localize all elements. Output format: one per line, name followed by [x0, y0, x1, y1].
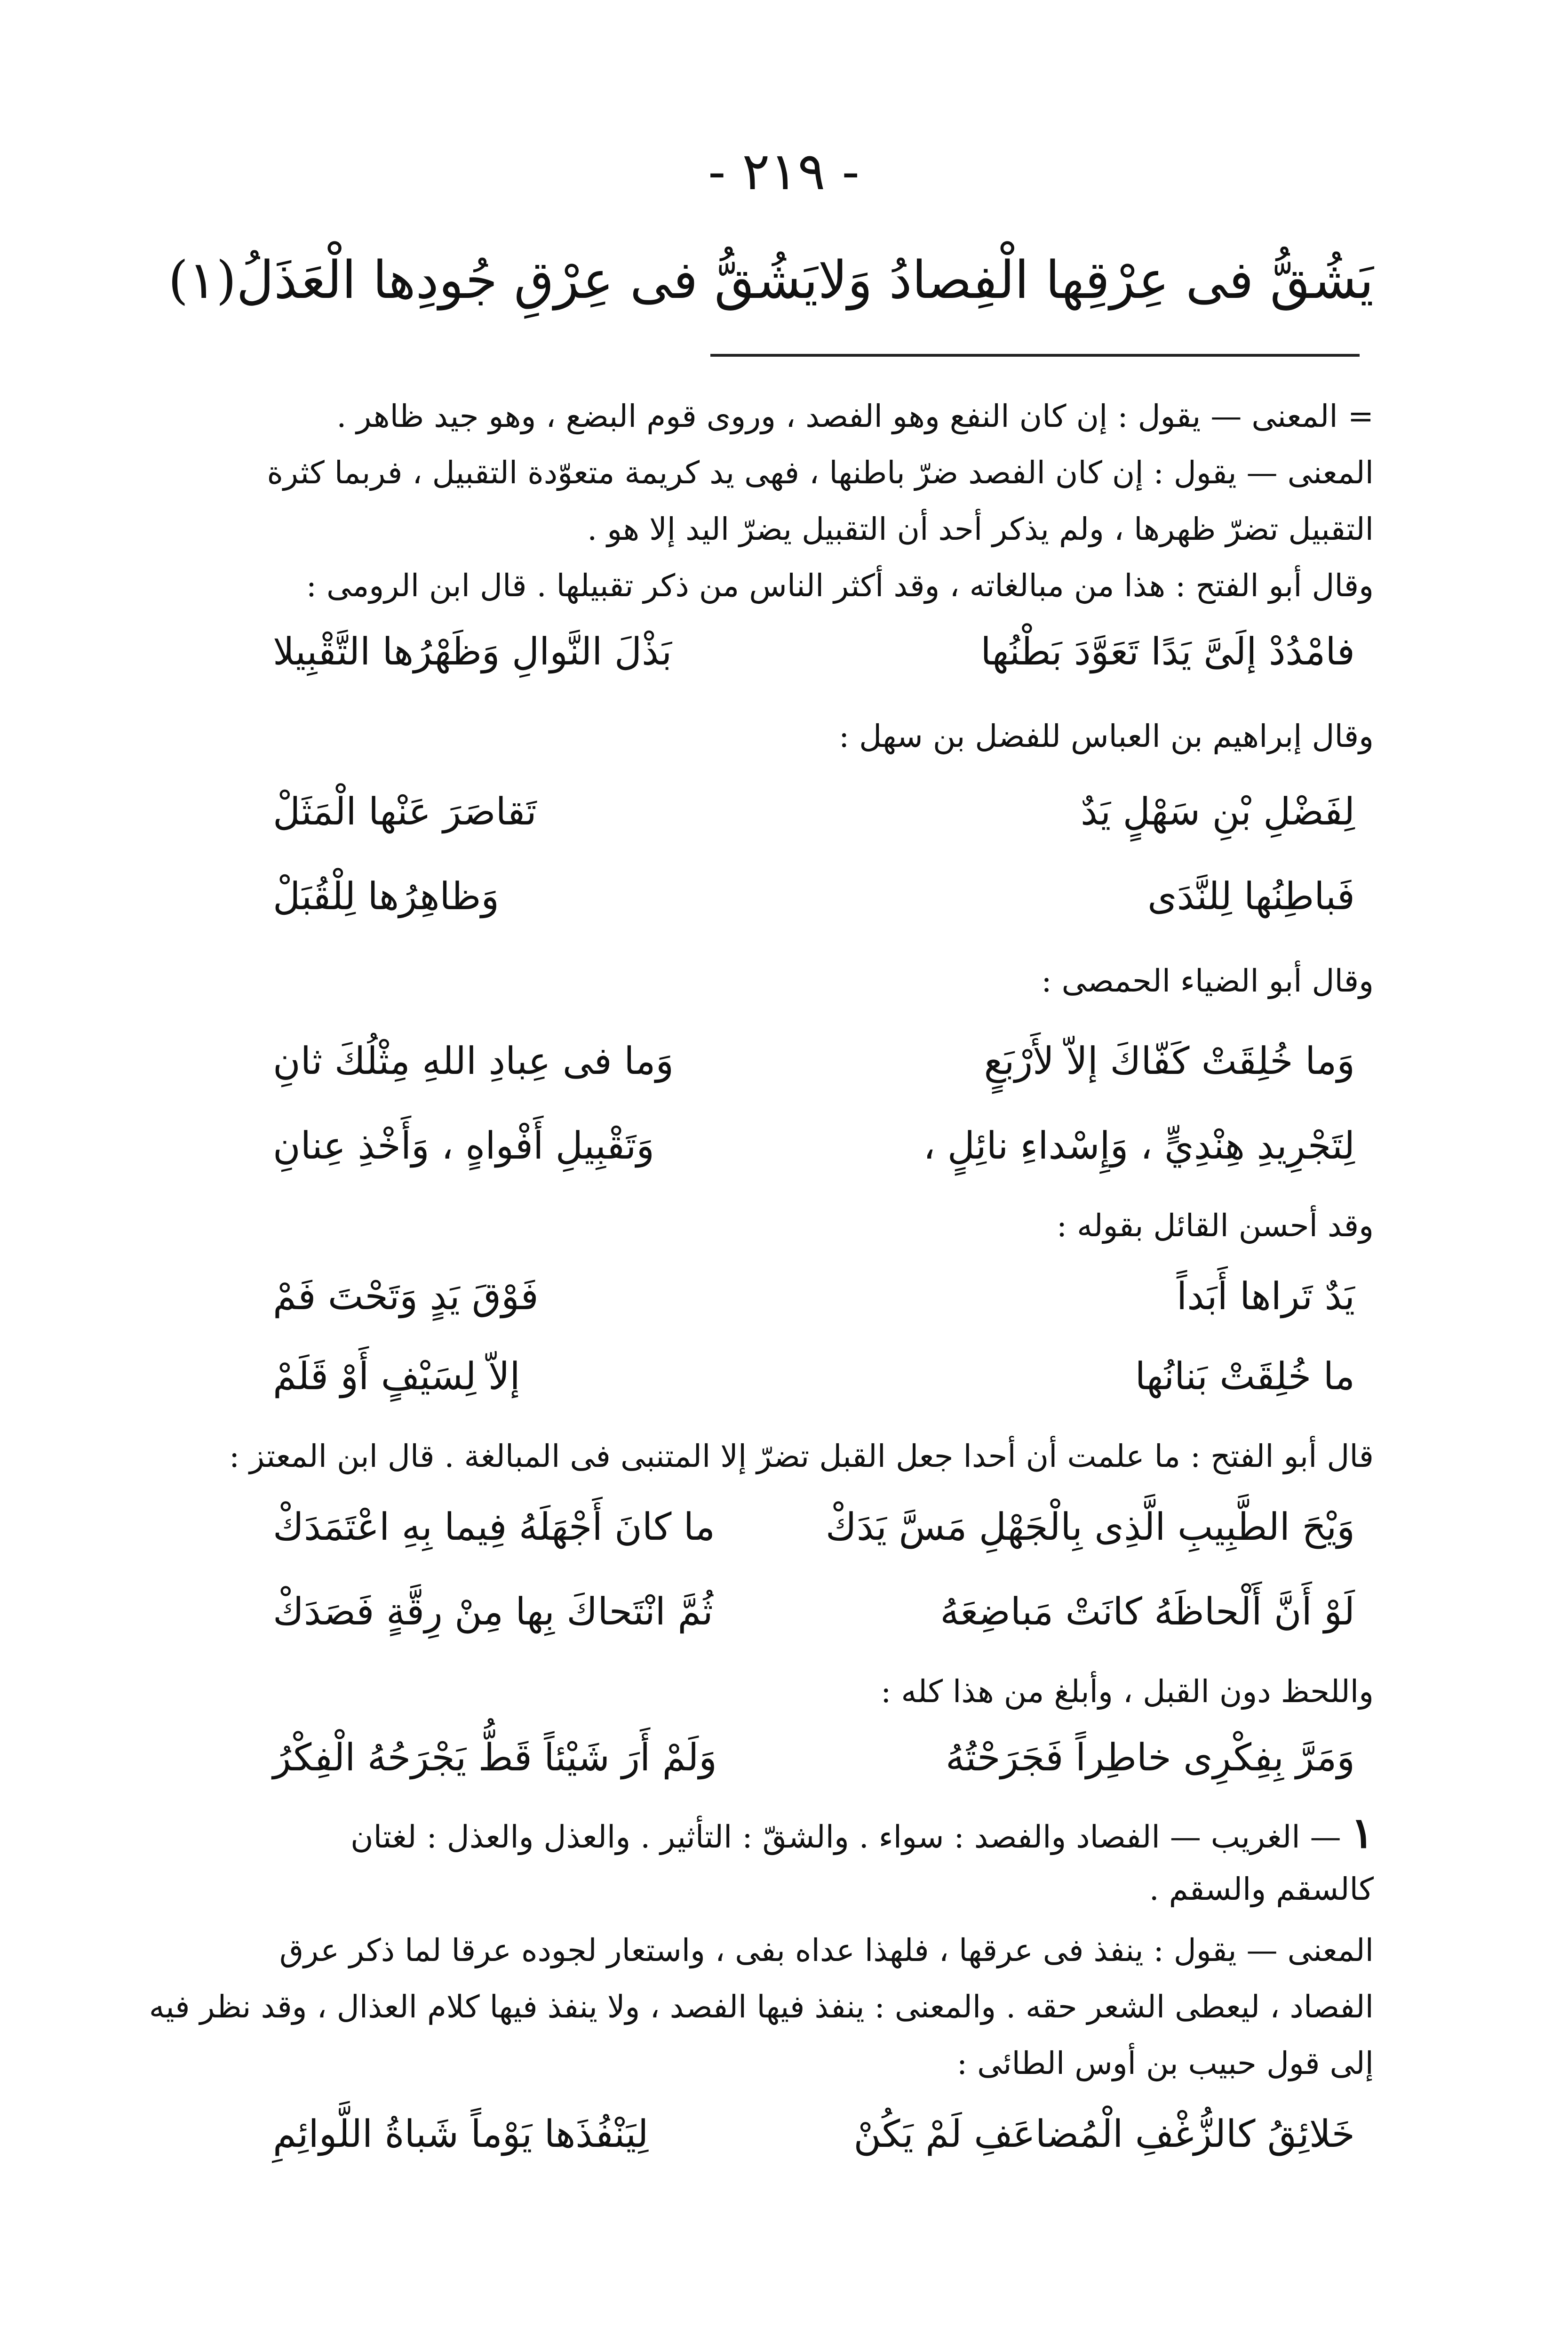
verse-8-hemistich-2: ما كانَ أَجْهَلَهُ فِيما بِهِ اعْتَمَدَكْ	[273, 1505, 715, 1549]
footnote-verse-hemistich-2: لِيَنْفُذَها يَوْماً شَباةُ اللَّوائِمِ	[273, 2112, 649, 2156]
verse-8-hemistich-1: وَيْحَ الطَّبِيبِ الَّذِى بِالْجَهْلِ مَسَّ يَدَكْ	[825, 1505, 1355, 1549]
footnote-line-1-text: — الغريب — الفصاد والفصد : سواء . والشقّ : التأثير . والعذل والعذل : لغتان	[350, 1819, 1341, 1855]
verse-1-hemistich-1: فامْدُدْ إلَىَّ يَدًا تَعَوَّدَ بَطْنُها	[980, 630, 1355, 673]
commentary-line-1: = المعنى — يقول : إن كان النفع وهو الفصد ، وروى قوم البضع ، وهو جيد ظاهر .	[336, 398, 1374, 434]
commentary-line-6: وقال أبو الضياء الحمصى :	[1041, 963, 1374, 999]
commentary-line-2: المعنى — يقول : إن كان الفصد ضرّ باطنها ، فهى يد كريمة متعوّدة التقبيل ، فربما كثرة	[267, 455, 1374, 491]
verse-6-hemistich-2: فَوْقَ يَدٍ وَتَحْتَ فَمْ	[273, 1274, 539, 1318]
verse-9	[273, 1586, 1355, 1638]
commentary-line-5: وقال إبراهيم بن العباس للفضل بن سهل :	[838, 718, 1374, 754]
top-verse-hemistich-2: يَشُقُّ فى عِرْقِ جُودِها الْعَذَلُ(١)	[168, 250, 818, 310]
footnote-line-2: كالسقم والسقم .	[1149, 1871, 1374, 1907]
verse-7	[273, 1351, 1355, 1402]
verse-3	[273, 871, 1355, 922]
top-verse-hemistich-1: يَشُقُّ فى عِرْقِها الْفِصادُ وَلا	[818, 250, 1374, 310]
verse-4	[273, 1035, 1355, 1087]
footnote-line-5: إلى قول حبيب بن أوس الطائى :	[956, 2045, 1374, 2081]
page-number: - ٢١٩ -	[708, 141, 860, 201]
footnote-line-4: الفصاد ، ليعطى الشعر حقه . والمعنى : ينفذ فيها الفصد ، ولا ينفذ فيها كلام العذال ، وقد نظر فيه	[149, 1989, 1374, 2025]
verse-1-hemistich-2: بَذْلَ النَّوالِ وَظَهْرُها التَّقْبِيلا	[273, 630, 672, 673]
top-verse	[168, 245, 1374, 315]
separator-rule	[710, 354, 1360, 357]
verse-10-hemistich-1: وَمَرَّ بِفِكْرِى خاطِراً فَجَرَحْتُهُ	[946, 1736, 1355, 1779]
commentary-line-8: قال أبو الفتح : ما علمت أن أحدا جعل القبل تضرّ إلا المتنبى فى المبالغة . قال ابن المعتز :	[229, 1438, 1374, 1474]
commentary-line-4: وقال أبو الفتح : هذا من مبالغاته ، وقد أكثر الناس من ذكر تقبيلها . قال ابن الرومى :	[306, 568, 1374, 604]
commentary-line-3: التقبيل تضرّ ظهرها ، ولم يذكر أحد أن التقبيل يضرّ اليد إلا هو .	[587, 511, 1374, 547]
verse-4-hemistich-1: وَما خُلِقَتْ كَفّاكَ إلاّ لأَرْبَعٍ	[984, 1039, 1355, 1083]
verse-6-hemistich-1: يَدٌ تَراها أَبَداً	[1176, 1274, 1355, 1318]
footnote-line-3: المعنى — يقول : ينفذ فى عرقها ، فلهذا عداه بفى ، واستعار لجوده عرقا لما ذكر عرق	[279, 1932, 1374, 1968]
verse-1	[273, 626, 1355, 678]
verse-8	[273, 1501, 1355, 1553]
verse-5-hemistich-1: لِتَجْرِيدِ هِنْدِيٍّ ، وَإِسْداءِ نائِلٍ ،	[923, 1124, 1355, 1168]
verse-10-hemistich-2: وَلَمْ أَرَ شَيْئاً قَطُّ يَجْرَحُهُ الْفِكْرُ	[273, 1736, 717, 1779]
verse-9-hemistich-1: لَوْ أَنَّ أَلْحاظَهُ كانَتْ مَباضِعَهُ	[940, 1590, 1355, 1633]
commentary-line-9: واللحظ دون القبل ، وأبلغ من هذا كله :	[881, 1673, 1374, 1710]
verse-5	[273, 1120, 1355, 1172]
verse-2-hemistich-1: لِفَضْلِ بْنِ سَهْلٍ يَدٌ	[1080, 790, 1355, 833]
verse-6	[273, 1271, 1355, 1322]
verse-4-hemistich-2: وَما فى عِبادِ اللهِ مِثْلُكَ ثانِ	[273, 1039, 674, 1083]
commentary-line-7: وقد أحسن القائل بقوله :	[1056, 1208, 1374, 1244]
footnote-verse	[273, 2108, 1355, 2160]
verse-2-hemistich-2: تَقاصَرَ عَنْها الْمَثَلْ	[273, 790, 537, 833]
verse-5-hemistich-2: وَتَقْبِيلِ أَفْواهٍ ، وَأَخْذِ عِنانِ	[273, 1124, 655, 1168]
verse-2	[273, 786, 1355, 838]
verse-7-hemistich-2: إلاّ لِسَيْفٍ أَوْ قَلَمْ	[273, 1354, 520, 1398]
verse-3-hemistich-2: وَظاهِرُها لِلْقُبَلْ	[273, 874, 500, 918]
verse-10	[273, 1732, 1355, 1784]
verse-3-hemistich-1: فَباطِنُها لِلنَّدَى	[1147, 874, 1355, 918]
verse-7-hemistich-1: ما خُلِقَتْ بَنانُها	[1135, 1354, 1355, 1398]
verse-9-hemistich-2: ثُمَّ انْتَحاكَ بِها مِنْ رِقَّةٍ فَصَدَكْ	[273, 1590, 713, 1633]
footnote-verse-hemistich-1: خَلائِقُ كالزُّغْفِ الْمُضاعَفِ لَمْ يَكُنْ	[853, 2112, 1355, 2156]
footnote-line-1	[188, 1808, 1374, 1858]
footnote-number: ١	[1351, 1808, 1374, 1858]
